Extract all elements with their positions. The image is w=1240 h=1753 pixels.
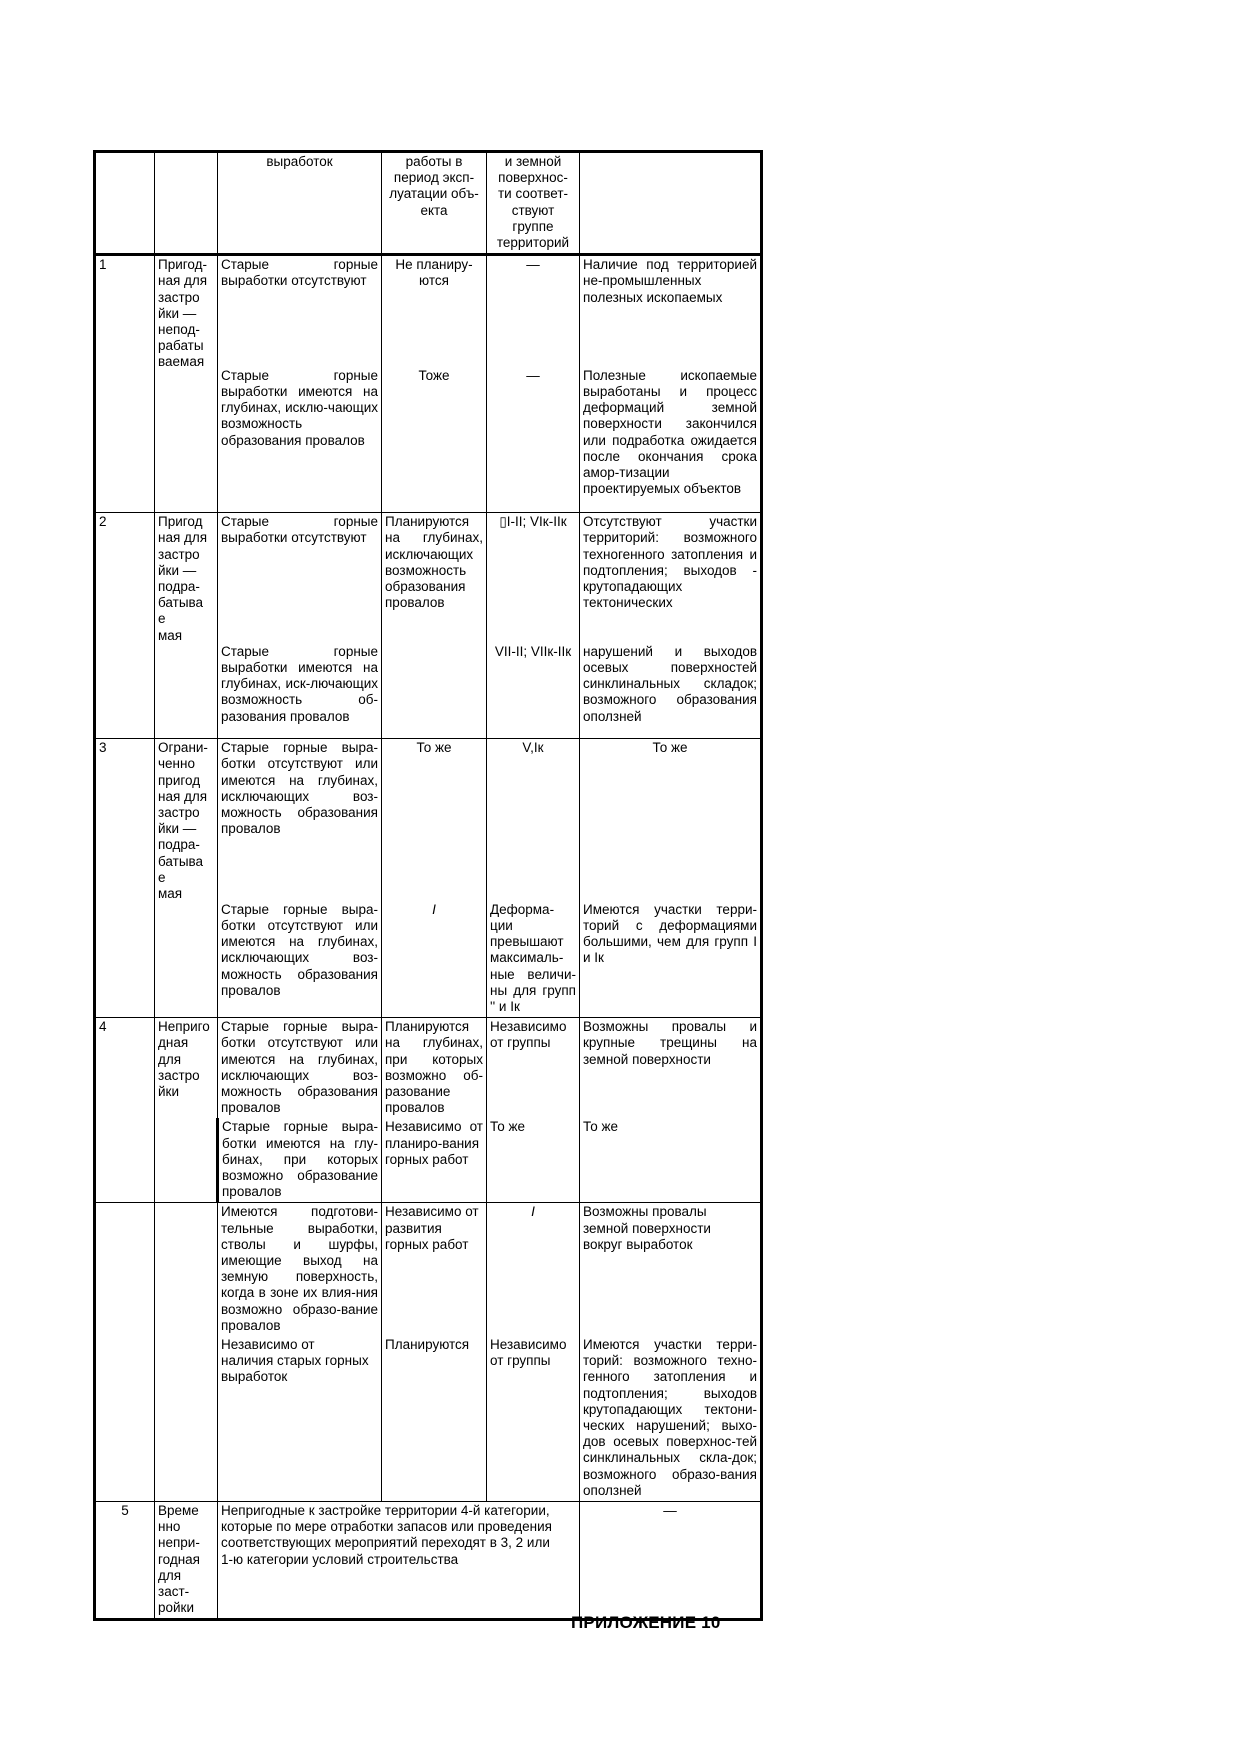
cell-conditions: Наличие под территорией не-промышленных полезных ископаемых bbox=[580, 255, 762, 367]
cell-workings: Имеются подготови-тельные выработки, стволы и шурфы, имеющие выход на земную поверхность, когда в зоне их влия-ния возможно образо-вание провалов bbox=[218, 1203, 382, 1336]
cell-workings: Старые горные выра-ботки отсутствуют или имеются на глубинах, исключающих воз-можность образования провалов bbox=[218, 739, 382, 901]
deformation-group-text: I bbox=[531, 1204, 535, 1220]
table-row bbox=[95, 1018, 762, 1119]
cell-mining: Тоже bbox=[382, 367, 487, 513]
table-row bbox=[95, 513, 762, 643]
cell-deformation: — bbox=[487, 367, 580, 513]
cell-conditions: Имеются участки терри-торий: возможного техно-генного затопления и подтопления; выходов крутопадающих тектони-ческих нарушений; выхо-дов осевых поверхнос-тей синклинальных скла-док; возможного образо-вания оползней bbox=[580, 1336, 762, 1502]
cell-workings: Старые горные выработки отсутствуют bbox=[218, 255, 382, 367]
group-name: Неприго дная для застро йки bbox=[155, 1018, 218, 1203]
cell-workings: Старые горные выработки имеются на глубинах, иск-лючающих возможность об-разования провалов bbox=[218, 643, 382, 739]
cell-workings: Старые горные выра-ботки отсутствуют или имеются на глубинах, исключающих воз-можность образования провалов bbox=[218, 901, 382, 1018]
cell-deformation bbox=[487, 1203, 580, 1336]
group-name: Ограни- ченно пригод ная для застро йки — подра- батыва е мая bbox=[155, 739, 218, 1018]
header-cell-workings: выработок bbox=[218, 152, 382, 255]
cell-mining: Планируются bbox=[382, 1336, 487, 1502]
table-row bbox=[95, 1502, 762, 1620]
group-number-empty bbox=[95, 1203, 155, 1502]
cell-conditions: Возможны провалы и крупные трещины на земной поверхности bbox=[580, 1018, 762, 1119]
group-name: Време нно непри- годная для заст- ройки bbox=[155, 1502, 218, 1620]
cell-conditions: Имеются участки терри-торий с деформациями большими, чем для групп I и Iк bbox=[580, 901, 762, 1018]
cell-mining: Независимо от развития горных работ bbox=[382, 1203, 487, 1336]
header-cell-6 bbox=[580, 152, 762, 255]
header-cell-deformation: и земной поверхнос- ти соответ- ствуют группе территорий bbox=[487, 152, 580, 255]
cell-mining: Планируются на глубинах, исключающих возможность образования провалов bbox=[382, 513, 487, 739]
cell-conditions: То же bbox=[580, 1118, 762, 1203]
header-cell-1 bbox=[95, 152, 155, 255]
cell-mining: Планируются на глубинах, при которых возможно об-разование провалов bbox=[382, 1018, 487, 1119]
group-name-empty bbox=[155, 1203, 218, 1502]
missing-glyph-icon: ▯ bbox=[499, 514, 507, 530]
cell-deformation: V,Iк bbox=[487, 739, 580, 901]
cell-workings: Старые горные выработки отсутствуют bbox=[218, 513, 382, 643]
cell-conditions: нарушений и выходов осевых поверхностей синклинальных складок; возможного образования оползней bbox=[580, 643, 762, 739]
cell-deformation: Деформа-ции превышают максималь-ные величи-ны для групп '' и Iк bbox=[487, 901, 580, 1018]
cell-conditions: То же bbox=[580, 739, 762, 901]
group-name: Пригод- ная для застро йки — непод- рабаты ваемая bbox=[155, 255, 218, 513]
cell-workings: Независимо от наличия старых горных выработок bbox=[218, 1336, 382, 1502]
mining-group-text: I bbox=[432, 901, 436, 917]
deformation-group-text: I-II; VIк-IIк bbox=[506, 514, 567, 530]
cell-mining: Не планиру- ются bbox=[382, 255, 487, 367]
table-row bbox=[95, 255, 762, 367]
cell-deformation: Независимо от группы bbox=[487, 1336, 580, 1502]
group-number: 3 bbox=[95, 739, 155, 1018]
cell-deformation bbox=[487, 513, 580, 643]
cell-conditions: Полезные ископаемые выработаны и процесс деформаций земной поверхности закончился или подработка ожидается после окончания срока амор-тизации проектируемых объектов bbox=[580, 367, 762, 513]
table-row bbox=[95, 739, 762, 901]
classification-table bbox=[93, 150, 763, 1621]
cell-deformation: Независимо от группы bbox=[487, 1018, 580, 1119]
cell-merged-description: Непригодные к застройке территории 4-й категории, которые по мере отработки запасов или проведения соответствующих мероприятий переходят в 3, 2 или 1-ю категории условий строительства bbox=[218, 1502, 580, 1620]
cell-workings: Старые горные выработки имеются на глубинах, исклю-чающих возможность образования провалов bbox=[218, 367, 382, 513]
cell-mining: То же bbox=[382, 739, 487, 901]
cell-conditions: Отсутствуют участки территорий: возможного техногенного затопления и подтопления; выходов - крутопадающих тектонических bbox=[580, 513, 762, 643]
table-row bbox=[95, 1203, 762, 1336]
appendix-title: ПРИЛОЖЕНИЕ 10 bbox=[571, 1613, 721, 1632]
group-number: 1 bbox=[95, 255, 155, 513]
cell-deformation: VII-II; VIIк-IIк bbox=[487, 643, 580, 739]
cell-deformation: — bbox=[487, 255, 580, 367]
group-number: 4 bbox=[95, 1018, 155, 1203]
header-cell-2 bbox=[155, 152, 218, 255]
cell-conditions: Возможны провалы земной поверхности вокруг выработок bbox=[580, 1203, 762, 1336]
cell-workings: Старые горные выра-ботки отсутствуют или имеются на глубинах, исключающих воз-можность образования провалов bbox=[218, 1018, 382, 1119]
group-name: Пригод ная для застро йки — подра- батыва е мая bbox=[155, 513, 218, 739]
cell-deformation: То же bbox=[487, 1118, 580, 1203]
cell-workings: Старые горные выра-ботки имеются на глу-бинах, при которых возможно образование провалов bbox=[218, 1118, 382, 1203]
header-cell-mining: работы в период эксп- луатации объ- екта bbox=[382, 152, 487, 255]
group-number: 5 bbox=[95, 1502, 155, 1620]
group-number: 2 bbox=[95, 513, 155, 739]
cell-conditions: — bbox=[580, 1502, 762, 1620]
table-header-row bbox=[95, 152, 762, 255]
cell-mining: Независимо от планиро-вания горных работ bbox=[382, 1118, 487, 1203]
cell-mining bbox=[382, 901, 487, 1018]
